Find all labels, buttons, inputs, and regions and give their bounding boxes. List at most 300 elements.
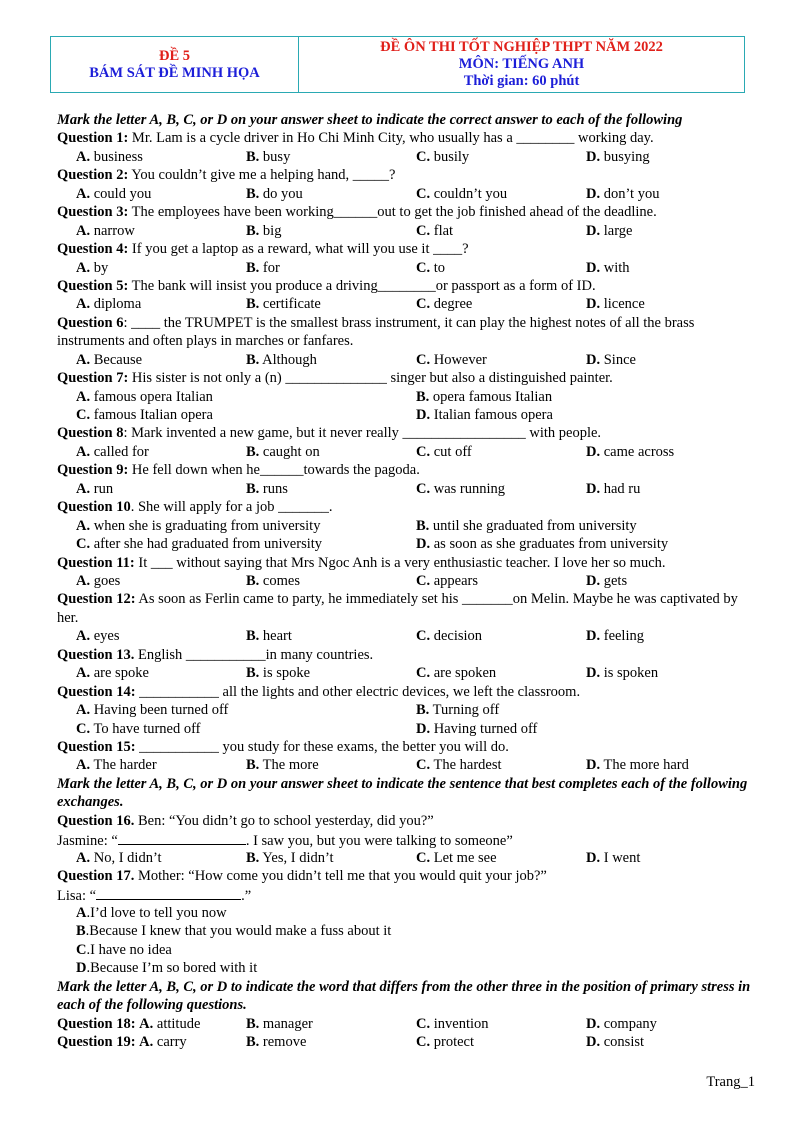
exam-title: ĐỀ ÔN THI TỐT NGHIỆP THPT NĂM 2022 <box>380 39 663 55</box>
question-text: Ben: “You didn’t go to school yesterday, did you?” <box>134 812 434 829</box>
question-stem <box>57 812 757 830</box>
option-b[interactable] <box>416 517 637 535</box>
option-text: The more <box>262 757 319 774</box>
option-letter: B. <box>416 388 430 405</box>
option-c[interactable] <box>416 849 497 867</box>
option-letter: B. <box>246 628 260 645</box>
option-letter: D. <box>586 1015 601 1032</box>
option-text: is spoke <box>262 665 311 682</box>
option-d[interactable] <box>586 259 630 277</box>
option-letter: D. <box>586 572 601 589</box>
option-text: invention <box>433 1015 489 1032</box>
option-a[interactable] <box>76 664 149 682</box>
option-letter: B. <box>246 296 260 313</box>
option-c[interactable] <box>416 222 453 240</box>
option-text: heart <box>262 628 292 645</box>
question-stem <box>57 867 757 885</box>
options-row <box>57 406 757 424</box>
option-b[interactable] <box>246 351 317 369</box>
option-d[interactable]: D.Because I’m so bored with it <box>76 960 258 977</box>
option-letter: C. <box>416 849 431 866</box>
option-c[interactable] <box>416 480 505 498</box>
options-row <box>57 701 757 719</box>
option-text: Because I knew that you would make a fuss about it <box>89 923 392 940</box>
option-a[interactable] <box>76 572 120 590</box>
question-text: ___________ all the lights and other electric devices, we left the classroom. <box>135 683 581 700</box>
question-label: Question 14: <box>57 683 136 700</box>
option-c[interactable] <box>416 443 472 461</box>
question-stem <box>57 1015 757 1033</box>
question-text: Mr. Lam is a cycle driver in Ho Chi Minh City, who usually has a ________ working day. <box>128 130 654 147</box>
question-label: Question 1: <box>57 130 129 147</box>
option-b[interactable] <box>416 701 499 719</box>
option-b[interactable] <box>246 222 281 240</box>
question-label: Question 18: <box>57 1015 136 1032</box>
option-text: consist <box>603 1034 645 1050</box>
option-text: carry <box>156 1034 187 1050</box>
question-text: You couldn’t give me a helping hand, _____? <box>128 167 396 184</box>
option-b[interactable]: B.Because I knew that you would make a fuss about it <box>76 923 392 940</box>
option-letter: B. <box>246 572 260 589</box>
option-a[interactable] <box>76 443 149 461</box>
option-c[interactable] <box>76 535 322 553</box>
option-letter: D <box>76 960 87 977</box>
question-label: Question 13. <box>57 646 135 663</box>
question-label: Question 19: <box>57 1034 136 1050</box>
options-row <box>57 517 757 535</box>
option-letter: D. <box>586 665 601 682</box>
question-stem <box>57 738 757 756</box>
option-a[interactable] <box>76 259 108 277</box>
question-label: Question 12: <box>57 591 136 608</box>
instruction-2: Mark the letter A, B, C, or D on your answer sheet to indicate the sentence that best completes each of the following exchanges. <box>57 775 748 811</box>
option-c[interactable]: C.I have no idea <box>76 941 172 958</box>
option-text: diploma <box>93 296 142 313</box>
option-text: Since <box>603 351 636 368</box>
option-text: with <box>603 259 630 276</box>
question-label: Question 7: <box>57 370 129 387</box>
option-a[interactable] <box>76 849 162 867</box>
option-text: busily <box>433 148 470 165</box>
header-right <box>299 37 744 92</box>
option-c[interactable] <box>416 1033 474 1051</box>
option-letter: D. <box>586 1034 601 1050</box>
option-a[interactable] <box>76 222 135 240</box>
question-text: English ___________in many countries. <box>134 646 374 663</box>
option-letter: B <box>76 923 86 940</box>
option-d[interactable] <box>416 535 668 553</box>
option-text: could you <box>93 185 152 202</box>
option-c[interactable] <box>416 295 472 313</box>
question-label: Question 17. <box>57 868 135 885</box>
option-letter: D. <box>586 351 601 368</box>
question-label: Question 4: <box>57 241 129 258</box>
option-text: large <box>603 222 633 239</box>
option-a[interactable] <box>76 351 142 369</box>
option-text: famous Italian opera <box>93 407 213 424</box>
option-letter: D. <box>586 443 601 460</box>
answer-blank <box>118 830 246 845</box>
option-a[interactable] <box>76 701 228 719</box>
option-letter: D. <box>586 259 601 276</box>
option-text: Turning off <box>432 702 500 719</box>
option-letter: B. <box>246 351 260 368</box>
question-label: Question 11: <box>57 554 135 571</box>
option-letter: B. <box>416 517 430 534</box>
options-row <box>57 756 757 774</box>
option-d[interactable] <box>586 664 658 682</box>
option-letter: C. <box>76 536 91 553</box>
option-letter: C. <box>416 443 431 460</box>
option-c[interactable] <box>416 756 502 774</box>
question-stem <box>57 683 757 701</box>
option-a[interactable] <box>76 627 120 645</box>
option-b[interactable] <box>246 480 288 498</box>
option-letter: C. <box>416 1034 431 1050</box>
options-row <box>57 664 757 682</box>
option-text: busy <box>262 148 291 165</box>
question-stem <box>57 554 757 572</box>
option-c[interactable] <box>416 664 496 682</box>
question-text: The employees have been working______out to get the job finished ahead of the deadline. <box>128 204 657 221</box>
option-a[interactable] <box>76 517 320 535</box>
option-d[interactable] <box>586 443 674 461</box>
option-text: big <box>262 222 282 239</box>
option-letter: C. <box>76 720 91 737</box>
question-label: Question 8 <box>57 425 124 442</box>
option-text: protect <box>433 1034 474 1050</box>
option-letter: A. <box>76 628 91 645</box>
options-row <box>57 295 757 313</box>
question-label: Question 3: <box>57 204 129 221</box>
option-text: Yes, I didn’t <box>262 849 334 866</box>
option-letter: A. <box>139 1034 154 1050</box>
options-row <box>57 480 757 498</box>
option-text: The hardest <box>433 757 502 774</box>
question-label: Question 16. <box>57 812 135 829</box>
option-text: attitude <box>156 1015 201 1032</box>
option-text: was running <box>433 480 506 497</box>
option-letter: A. <box>76 148 91 165</box>
option-text: manager <box>262 1015 313 1032</box>
options-row <box>57 849 757 867</box>
option-d[interactable] <box>586 1015 657 1033</box>
option-d[interactable] <box>586 1033 644 1051</box>
option-text: Because <box>93 351 143 368</box>
option-a[interactable] <box>76 388 213 406</box>
option-c[interactable] <box>416 351 487 369</box>
options-row <box>57 259 757 277</box>
option-letter: D. <box>586 849 601 866</box>
question-label: Question 5: <box>57 277 129 294</box>
option-text: flat <box>433 222 454 239</box>
option-letter: C. <box>416 351 431 368</box>
question-text: : ____ the TRUMPET is the smallest brass instrument, it can play the highest notes of all the brass instruments and often plays in marches or fanfares. <box>57 314 695 350</box>
option-d[interactable] <box>586 627 644 645</box>
option-a[interactable] <box>76 148 143 166</box>
option-letter: A. <box>76 665 91 682</box>
option-letter: C. <box>416 1015 431 1032</box>
exam-number: ĐỀ 5 <box>158 47 191 64</box>
question-stem <box>57 646 757 664</box>
question-text: It ___ without saying that Mrs Ngoc Anh is a very enthusiastic teacher. I love her so much. <box>134 554 666 571</box>
option-d[interactable] <box>586 351 636 369</box>
option-letter: A. <box>76 351 91 368</box>
option-text: Because I’m so bored with it <box>90 960 258 977</box>
option-d[interactable] <box>586 849 640 867</box>
option-text: I have no idea <box>90 941 172 958</box>
option-text: business <box>93 148 143 165</box>
option-d[interactable] <box>416 720 537 738</box>
option-text: certificate <box>262 296 321 313</box>
option-text: when she is graduating from university <box>93 517 321 534</box>
option-letter: B. <box>246 148 260 165</box>
option-text: degree <box>433 296 473 313</box>
option-text: feeling <box>603 628 644 645</box>
option-text: No, I didn’t <box>93 849 162 866</box>
option-letter: D. <box>416 720 431 737</box>
option-c[interactable] <box>416 627 482 645</box>
option-text: couldn’t you <box>433 185 508 202</box>
option-b[interactable] <box>416 388 552 406</box>
option-letter: D. <box>416 536 431 553</box>
option-letter: A. <box>139 1015 154 1032</box>
option-b[interactable] <box>246 148 290 166</box>
option-a[interactable] <box>76 480 113 498</box>
option-letter: D. <box>586 222 601 239</box>
question-stem <box>57 129 757 147</box>
option-letter: A <box>76 904 87 921</box>
option-letter: D. <box>586 480 601 497</box>
option-text: I’d love to tell you now <box>90 904 227 921</box>
question-text: . She will apply for a job _______. <box>130 499 333 516</box>
dialogue-rest: .” <box>241 888 252 905</box>
question-text: He fell down when he______towards the pagoda. <box>128 462 420 479</box>
question-stem <box>57 590 757 627</box>
option-text: Although <box>262 351 317 368</box>
option-b[interactable] <box>246 572 300 590</box>
option-c[interactable] <box>416 185 507 203</box>
page-number: Trang_1 <box>706 1074 755 1090</box>
option-letter: A. <box>76 222 91 239</box>
question-stem <box>57 1033 757 1051</box>
option-text: licence <box>603 296 645 313</box>
option-letter: C. <box>416 148 431 165</box>
option-text: is spoken <box>603 665 659 682</box>
option-text: eyes <box>93 628 120 645</box>
options-row <box>57 222 757 240</box>
option-letter: A. <box>76 185 91 202</box>
option-b[interactable] <box>246 443 320 461</box>
option-letter: B. <box>416 702 430 719</box>
option-text: Let me see <box>433 849 497 866</box>
option-b[interactable] <box>246 1015 313 1033</box>
option-a[interactable] <box>76 756 157 774</box>
option-a[interactable] <box>76 185 151 203</box>
answer-blank <box>96 885 241 900</box>
option-c[interactable] <box>76 720 201 738</box>
option-text: remove <box>262 1034 307 1050</box>
option-letter: C. <box>416 480 431 497</box>
option-d[interactable] <box>586 480 640 498</box>
dialogue-line <box>57 830 757 848</box>
option-letter: D. <box>586 757 601 774</box>
question-stem <box>57 498 757 516</box>
options-row <box>57 443 757 461</box>
question-stem <box>57 166 757 184</box>
question-stem <box>57 314 757 351</box>
option-letter: B. <box>246 443 260 460</box>
question-text: If you get a laptop as a reward, what will you use it ____? <box>128 241 469 258</box>
option-letter: D. <box>586 296 601 313</box>
option-text: do you <box>262 185 303 202</box>
option-text: runs <box>262 480 288 497</box>
option-letter: B. <box>246 222 260 239</box>
option-b[interactable] <box>246 664 310 682</box>
header-left <box>51 37 299 92</box>
option-letter: A. <box>76 849 91 866</box>
option-letter: A. <box>76 388 91 405</box>
option-c[interactable] <box>416 259 445 277</box>
option-letter: D. <box>586 148 601 165</box>
question-text: ___________ you study for these exams, the better you will do. <box>135 738 509 755</box>
question-label: Question 9: <box>57 462 129 479</box>
option-letter: C. <box>416 757 431 774</box>
option-text: Having been turned off <box>93 702 229 719</box>
option-letter: B. <box>246 1034 260 1050</box>
option-b[interactable] <box>246 259 280 277</box>
option-text: called for <box>93 443 149 460</box>
option-d[interactable] <box>586 572 627 590</box>
option-text: Having turned off <box>433 720 538 737</box>
option-d[interactable] <box>586 148 650 166</box>
option-a[interactable] <box>57 1015 200 1033</box>
option-c[interactable] <box>416 148 469 166</box>
option-b[interactable] <box>246 627 292 645</box>
option-d[interactable] <box>416 406 553 424</box>
option-d[interactable] <box>586 295 645 313</box>
option-b[interactable] <box>246 295 321 313</box>
option-letter: C. <box>416 222 431 239</box>
speaker: Jasmine: “ <box>57 833 118 850</box>
option-c[interactable] <box>416 1015 489 1033</box>
option-letter: C. <box>416 259 431 276</box>
option-d[interactable] <box>586 222 632 240</box>
options-row <box>57 720 757 738</box>
options-row <box>57 185 757 203</box>
option-text: opera famous Italian <box>432 388 553 405</box>
option-letter: B. <box>246 480 260 497</box>
option-letter: D. <box>586 628 601 645</box>
speaker: Lisa: “ <box>57 888 97 905</box>
option-letter: A. <box>76 480 91 497</box>
question-text: As soon as Ferlin came to party, he immediately set his _______on Melin. Maybe he was captivated by her. <box>57 591 738 626</box>
option-letter: B. <box>246 665 260 682</box>
question-stem <box>57 369 757 387</box>
option-text: company <box>603 1015 657 1032</box>
option-text: cut off <box>433 443 472 460</box>
question-label: Question 15: <box>57 738 136 755</box>
option-a[interactable]: A.I’d love to tell you now <box>76 904 227 921</box>
option-text: as soon as she graduates from university <box>433 536 669 553</box>
option-text: gets <box>603 572 628 589</box>
option-letter: B. <box>246 1015 260 1032</box>
option-letter: A. <box>76 296 91 313</box>
option-text: are spoke <box>93 665 149 682</box>
options-row <box>57 148 757 166</box>
option-a[interactable] <box>57 1033 187 1051</box>
option-b[interactable] <box>246 756 319 774</box>
option-text: appears <box>433 572 479 589</box>
question-text: The bank will insist you produce a driving________or passport as a form of ID. <box>128 277 596 294</box>
option-text: Italian famous opera <box>433 407 553 424</box>
option-letter: B. <box>246 849 260 866</box>
option-text: famous opera Italian <box>93 388 213 405</box>
option-c[interactable] <box>416 572 478 590</box>
question-label: Question 2: <box>57 167 129 184</box>
option-letter: D. <box>586 185 601 202</box>
question-text: Mother: “How come you didn’t tell me that you would quit your job?” <box>134 868 547 885</box>
options-row <box>57 627 757 645</box>
option-b[interactable] <box>246 185 303 203</box>
option-b[interactable] <box>246 1033 306 1051</box>
options-row <box>57 535 757 553</box>
option-text: I went <box>603 849 641 866</box>
option-text: comes <box>262 572 300 589</box>
option-text: had ru <box>603 480 641 497</box>
dialogue-rest: . I saw you, but you were talking to someone” <box>245 833 513 850</box>
option-text: busying <box>603 148 650 165</box>
time-limit: Thời gian: 60 phút <box>463 73 580 89</box>
option-letter: A. <box>76 572 91 589</box>
subject: MÔN: TIẾNG ANH <box>458 56 585 72</box>
option-letter: B. <box>246 259 260 276</box>
option-letter: C. <box>76 407 91 424</box>
question-stem <box>57 461 757 479</box>
options-row <box>57 572 757 590</box>
option-text: decision <box>433 628 483 645</box>
option-text: To have turned off <box>93 720 201 737</box>
option-text: are spoken <box>433 665 497 682</box>
option-text: However <box>433 351 487 368</box>
option-c[interactable] <box>76 406 213 424</box>
option-letter: C. <box>416 296 431 313</box>
option-d[interactable] <box>586 756 689 774</box>
option-letter: C. <box>416 628 431 645</box>
question-label: Question 6 <box>57 314 124 331</box>
question-stem <box>57 203 757 221</box>
question-text: His sister is not only a (n) ______________ singer but also a distinguished painter. <box>128 370 613 387</box>
option-letter: A. <box>76 517 91 534</box>
option-letter: C. <box>416 185 431 202</box>
dialogue-line <box>57 885 757 903</box>
option-a[interactable] <box>76 295 141 313</box>
option-letter: A. <box>76 259 91 276</box>
option-text: narrow <box>93 222 135 239</box>
option-text: caught on <box>262 443 320 460</box>
option-text: don’t you <box>603 185 660 202</box>
option-letter: C. <box>416 665 431 682</box>
option-text: by <box>93 259 109 276</box>
instruction-1: Mark the letter A, B, C, or D on your answer sheet to indicate the correct answer to each of the following <box>57 112 683 128</box>
option-text: to <box>433 259 446 276</box>
instruction-3: Mark the letter A, B, C, or D to indicate the word that differs from the other three in the position of primary stress in each of the following questions. <box>57 978 751 1014</box>
option-text: The more hard <box>603 757 689 774</box>
question-label: Question 10 <box>57 499 131 516</box>
option-b[interactable] <box>246 849 334 867</box>
option-d[interactable] <box>586 185 659 203</box>
option-letter: A. <box>76 702 91 719</box>
